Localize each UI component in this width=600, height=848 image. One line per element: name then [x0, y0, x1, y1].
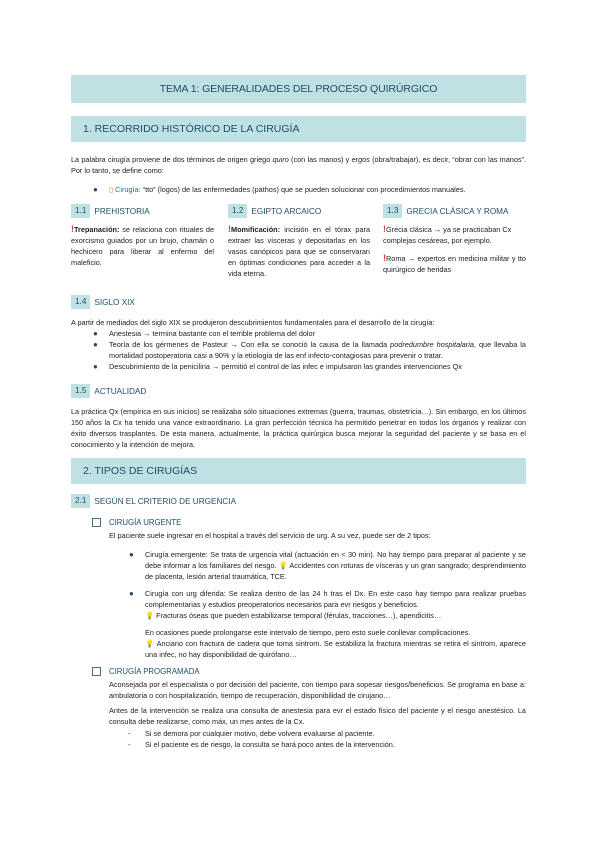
- list-item: ● Descubrimiento de la penicilina → permitió el control de las infec e impulsaron las grandes intervenciones Qx: [93, 362, 462, 371]
- bullet-icon: ●: [93, 362, 98, 371]
- list-item: Si el paciente es de riesgo, la consulta se hará poco antes de la intervención.: [145, 740, 395, 749]
- egipto-text: !Momificación: incisión en el tórax para extraer las vísceras y depositarlas en los vasos canópicos para que se conservaran en óptimas condiciones para acceder a la vida eterna.: [228, 224, 370, 278]
- dash-icon: -: [128, 740, 131, 749]
- subheading-1-1: 1.1 PREHISTORIA: [71, 204, 150, 218]
- checkbox-icon: [92, 667, 101, 676]
- programada-text-1: Aconsejada por el especialista o por decisión del paciente, con tiempo para sopesar riesgos/beneficios. Se programa en base a: ambulatoria o con hospitalización, tiempo de recuperación, disponibilidad de cirujano…: [109, 680, 526, 700]
- checkbox-icon: [92, 518, 101, 527]
- exclamation-icon: !: [228, 224, 231, 234]
- grecia-text: !Grecia clásica → ya se practicaban Cx complejas cesáreas, por ejemplo.: [383, 224, 512, 245]
- subheading-2-1: 2.1 SEGÚN EL CRITERIO DE URGENCIA: [71, 494, 236, 508]
- list-item: ● Cirugía emergente: Se trata de urgencia vital (actuación en < 30 min). No hay tiempo para preparar al paciente y se debe informar a los familiares del riesgo. 💡 Accidentes con roturas de vísceras y un gran sangrado; desprendimiento de placenta, lesión arterial traumática, TCE.: [129, 550, 526, 581]
- list-item: ● Anestesia → termina bastante con el terrible problema del dolor: [93, 329, 316, 338]
- lightbulb-icon: 💡: [145, 639, 155, 648]
- note-icon: ▯: [109, 185, 114, 194]
- urgente-heading: CIRUGÍA URGENTE: [109, 518, 182, 527]
- urgente-example-1: 💡 Fracturas óseas que pueden estabilizarse temporal (férulas, tracciones…), apendicitis…: [145, 611, 442, 620]
- bullet-icon: ●: [93, 185, 98, 194]
- urgente-note: En ocasiones puede prolongarse este intervalo de tiempo, pero esto suele conllevar complicaciones.: [145, 628, 471, 637]
- list-item: ● Cirugía con urg diferida: Se realiza dentro de las 24 h tras el Dx. En este caso hay tiempo para realizar pruebas complementarias y estudios preoperatorios necesarios para evr riesgos y beneficios.: [129, 589, 526, 609]
- actualidad-text: La práctica Qx (empírica en sus inicios) se realizaba sólo situaciones extremas (guerra, traumas, obstetricia…). Sin embargo, en los últimos 150 años la Cx ha tenido una vance extraordinario. La gran perfección técnica ha permitido penetrar en todos los órganos y realizar con éxito diversos trasplantes. De esta manera, actualmente, la práctica quirúrgica busca mejorar la seguridad del paciente y se basa en el conocimiento y la intención de mejora.: [71, 407, 526, 449]
- urgente-example-2: 💡 Anciano con fractura de cadera que toma sintrom. Se estabiliza la fractura mientras se retira el sintrom, aparece una infec, no hay disponibilidad de quirófano…: [145, 639, 526, 659]
- intro-paragraph: La palabra cirugía proviene de dos términos de origen griego quiro (con las manos) y ergos (obra/trabajar), es decir, “obrar con las manos”. Por lo tanto, se define como:: [71, 155, 527, 175]
- subheading-1-4: 1.4 SIGLO XIX: [71, 295, 135, 309]
- lightbulb-icon: 💡: [278, 561, 288, 570]
- dash-icon: -: [128, 729, 131, 738]
- definition-item: ● ▯ Cirugía: “tto” (logos) de las enfermedades (pathos) que se pueden solucionar con procedimientos manuales.: [93, 185, 466, 194]
- programada-heading: CIRUGÍA PROGRAMADA: [109, 667, 200, 676]
- subheading-1-2: 1.2 EGIPTO ARCAICO: [228, 204, 321, 218]
- exclamation-icon: !: [383, 253, 386, 263]
- bullet-icon: ●: [93, 340, 98, 349]
- page-title: TEMA 1: GENERALIDADES DEL PROCESO QUIRÚRGICO: [71, 75, 526, 103]
- subheading-1-3: 1.3 GRECIA CLÁSICA Y ROMA: [383, 204, 508, 218]
- roma-text: !Roma → expertos en medicina militar y tto quirúrgico de heridas: [383, 253, 526, 274]
- bullet-icon: ●: [93, 329, 98, 338]
- lightbulb-icon: 💡: [145, 611, 155, 620]
- exclamation-icon: !: [383, 224, 386, 234]
- bullet-icon: ●: [129, 550, 134, 559]
- exclamation-icon: !: [71, 224, 74, 234]
- section-2-heading: 2. TIPOS DE CIRUGÍAS: [71, 458, 526, 484]
- siglo-xix-intro: A partir de mediados del siglo XIX se produjeron descubrimientos fundamentales para el desarrollo de la cirugía:: [71, 318, 435, 327]
- programada-text-2: Antes de la intervención se realiza una consulta de anestesia para evr el estado físico del paciente y el riesgo anestésico. La consulta debe realizarse, como máx, un mes antes de la Cx.: [109, 706, 526, 726]
- list-item: ● Teoría de los gérmenes de Pasteur → Con ella se conoció la causa de la llamada podredumbre hospitalaria, que llevaba la mortalidad postoperatoria casi a 90% y la etiología de las enf infecto-contagiosas para prevenir o tratar.: [93, 340, 526, 360]
- section-1-heading: 1. RECORRIDO HISTÓRICO DE LA CIRUGÍA: [71, 116, 526, 142]
- subheading-1-5: 1.5 ACTUALIDAD: [71, 384, 146, 398]
- bullet-icon: ●: [129, 589, 134, 598]
- list-item: Si se demora por cualquier motivo, debe volvera evaluarse al paciente.: [145, 729, 375, 738]
- prehistoria-text: !Trepanación: se relaciona con rituales de exorcismo guiados por un brujo, chamán o hechicero para liberar al enfermo del maleficio.: [71, 224, 214, 267]
- urgente-intro: El paciente suele ingresar en el hospital a través del servicio de urg. A su vez, puede ser de 2 tipos:: [109, 531, 431, 540]
